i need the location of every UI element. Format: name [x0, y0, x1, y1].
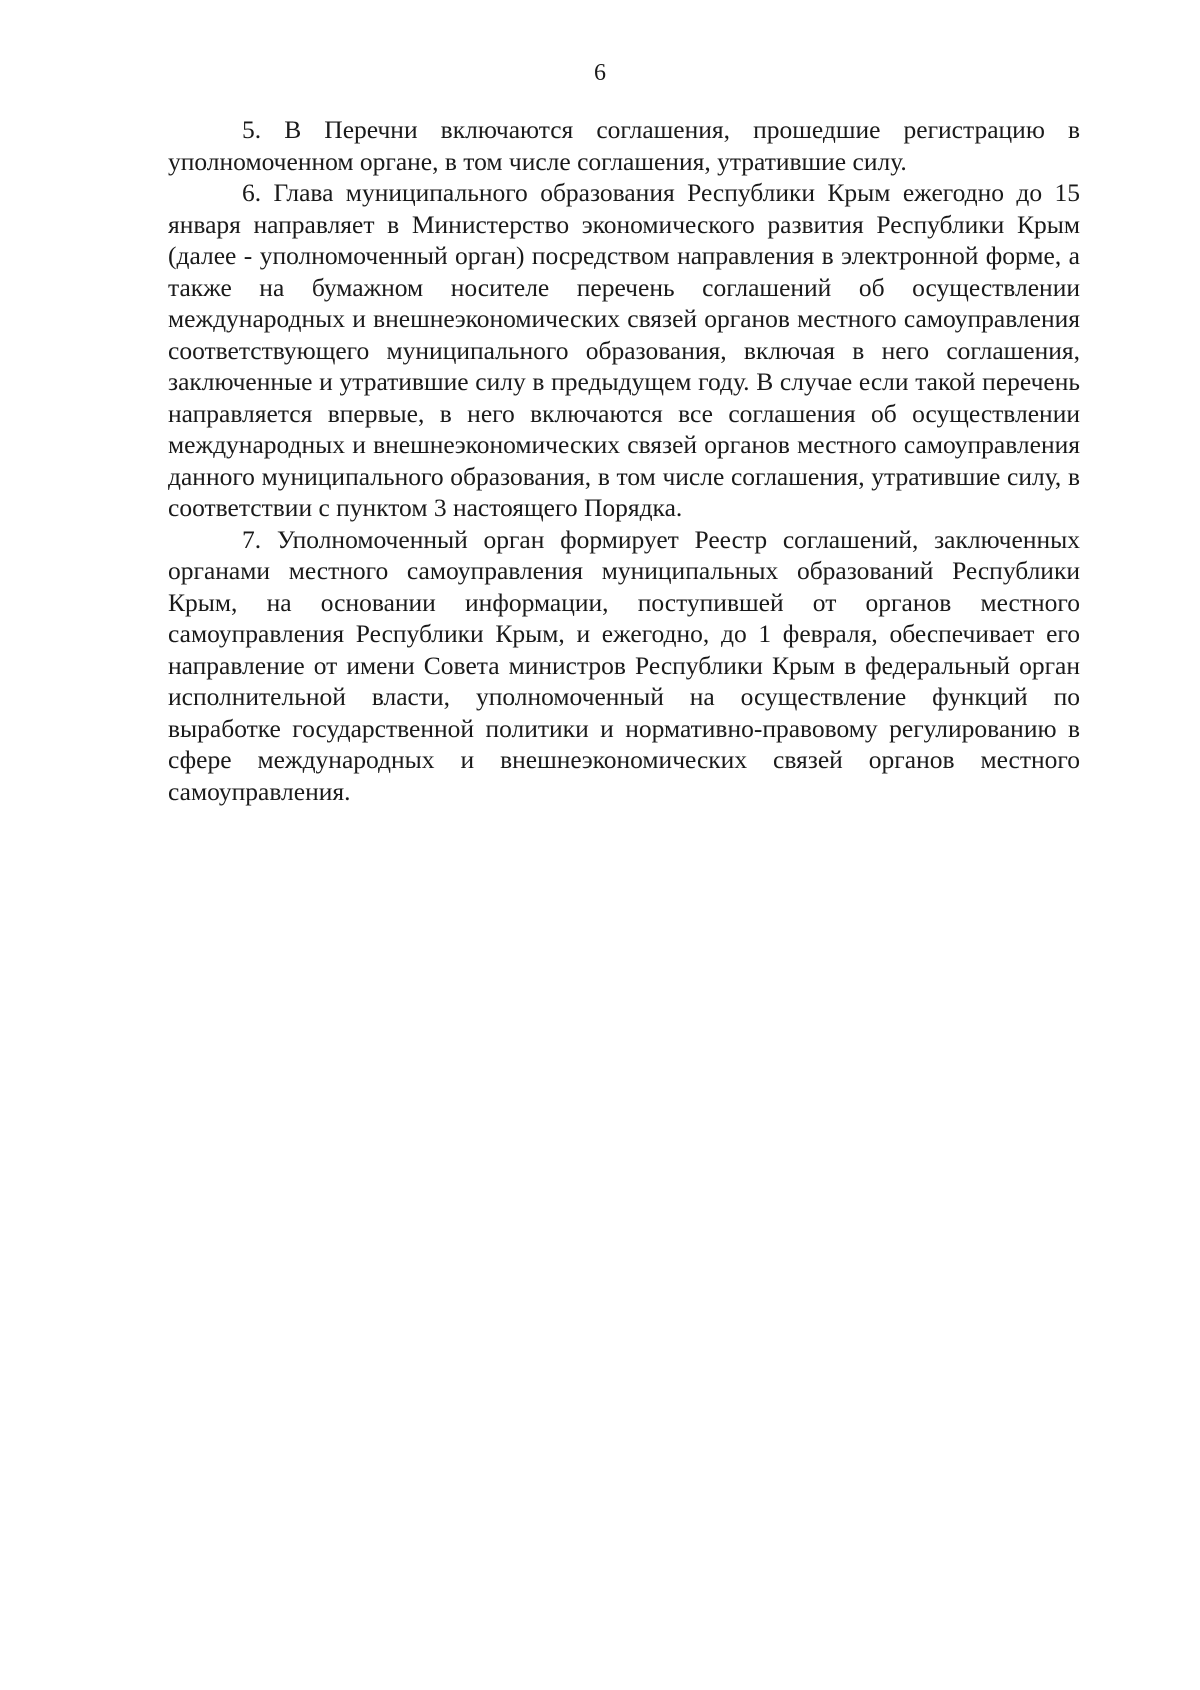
document-body [168, 114, 1080, 807]
paragraph-6: 6. Глава муниципального образования Республики Крым ежегодно до 15 января направляет в Министерство экономического развития Республики Крым (далее - уполномоченный орган) посредством направления в электронной форме, а также на бумажном носителе перечень соглашений об осуществлении международных и внешнеэкономических связей органов местного самоуправления соответствующего муниципального образования, включая в него соглашения, заключенные и утратившие силу в предыдущем году. В случае если такой перечень направляется впервые, в него включаются все соглашения об осуществлении международных и внешнеэкономических связей органов местного самоуправления данного муниципального образования, в том числе соглашения, утратившие силу, в соответствии с пунктом 3 настоящего Порядка. [168, 178, 1080, 522]
paragraph-7: 7. Уполномоченный орган формирует Реестр соглашений, заключенных органами местного самоуправления муниципальных образований Республики Крым, на основании информации, поступившей от органов местного самоуправления Республики Крым, и ежегодно, до 1 февраля, обеспечивает его направление от имени Совета министров Республики Крым в федеральный орган исполнительной власти, уполномоченный на осуществление функций по выработке государственной политики и нормативно-правовому регулированию в сфере международных и внешнеэкономических связей органов местного самоуправления. [168, 524, 1080, 806]
page-number: 6 [594, 60, 606, 86]
paragraph-5: 5. В Перечни включаются соглашения, прошедшие регистрацию в уполномоченном органе, в том числе соглашения, утратившие силу. [168, 115, 1080, 176]
